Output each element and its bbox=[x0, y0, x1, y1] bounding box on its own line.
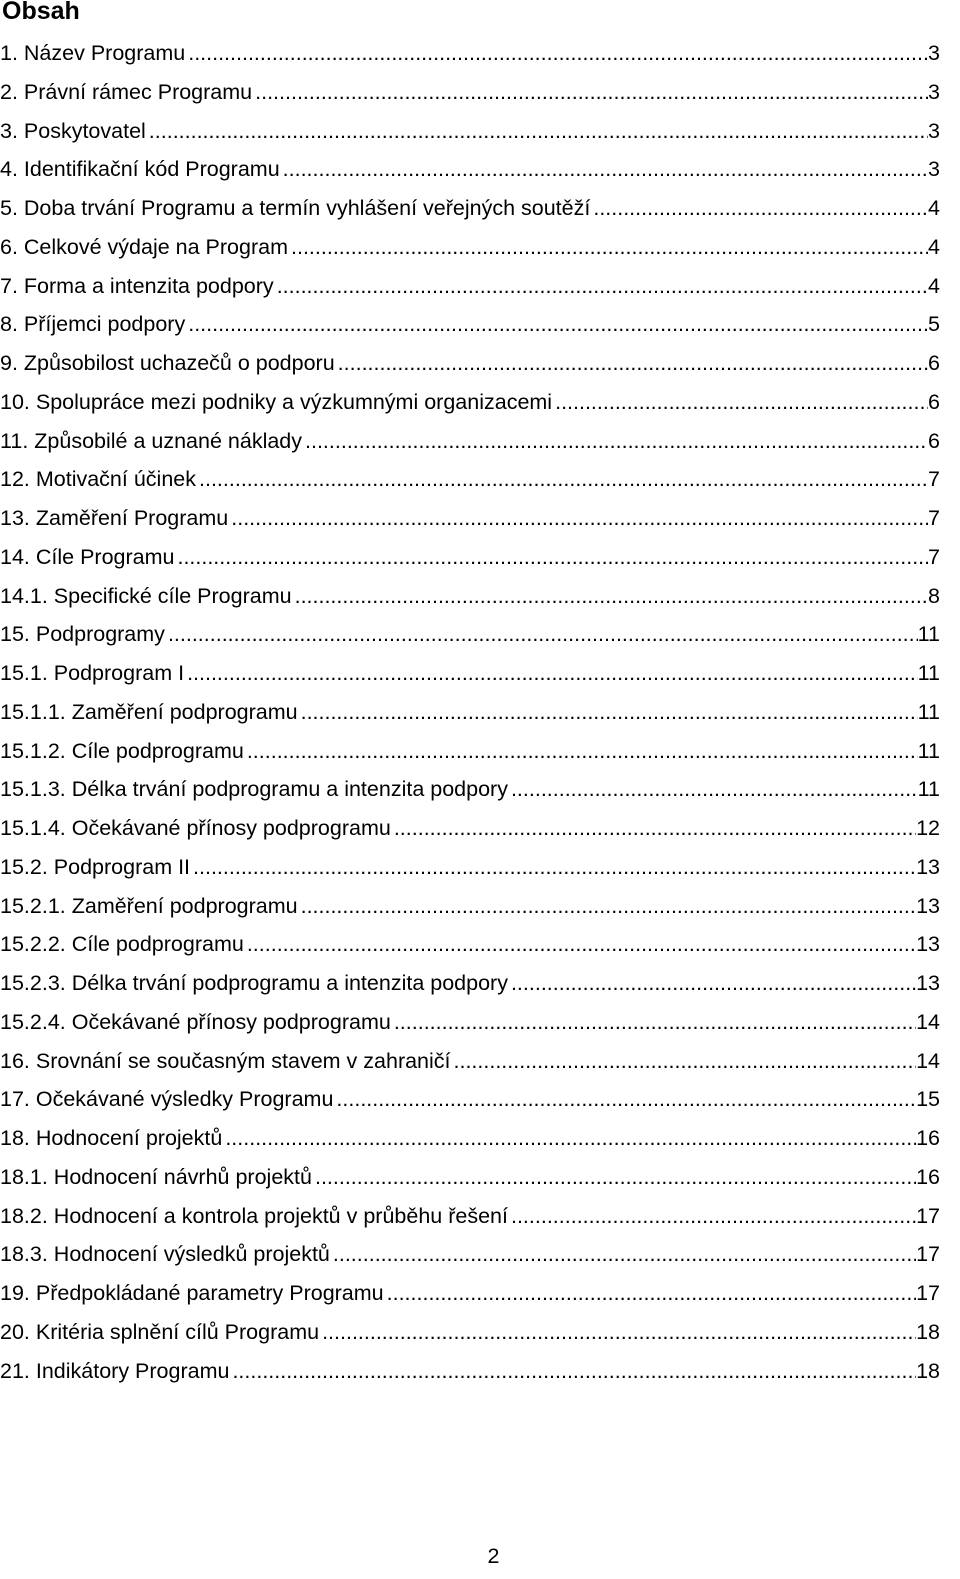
toc-dot-leader bbox=[322, 1313, 916, 1352]
toc-entry-page: 8 bbox=[928, 583, 940, 608]
toc-dot-leader bbox=[177, 538, 928, 577]
toc-entry-title: 8. Příjemci podpory bbox=[0, 312, 186, 337]
page-number: 2 bbox=[487, 1544, 500, 1568]
toc-entry[interactable] bbox=[0, 34, 940, 73]
toc-entry-page: 14 bbox=[916, 1048, 940, 1073]
toc-entry-title: 21. Indikátory Programu bbox=[0, 1358, 230, 1383]
toc-entry[interactable] bbox=[0, 964, 940, 1003]
toc-entry-page: 6 bbox=[928, 351, 940, 375]
toc-entry-page: 16 bbox=[916, 1164, 940, 1189]
toc-entry[interactable] bbox=[0, 538, 940, 577]
toc-dot-leader bbox=[333, 1235, 916, 1274]
toc-entry-title: 4. Identifikační kód Programu bbox=[0, 157, 280, 182]
toc-dot-leader bbox=[305, 422, 928, 461]
toc-entry-title: 15.1.3. Délka trvání podprogramu a intenzita podpory bbox=[0, 777, 508, 802]
toc-heading: Obsah bbox=[2, 0, 80, 25]
toc-entry-page: 14 bbox=[916, 1009, 940, 1034]
toc-entry[interactable] bbox=[0, 1158, 940, 1197]
toc-entry-page: 11 bbox=[917, 661, 940, 685]
toc-entry-page: 18 bbox=[916, 1319, 940, 1344]
toc-entry[interactable] bbox=[0, 615, 940, 654]
toc-dot-leader bbox=[231, 499, 928, 538]
toc-entry[interactable] bbox=[0, 925, 940, 964]
toc-dot-leader bbox=[315, 1158, 916, 1197]
toc-entry-page: 13 bbox=[916, 854, 940, 879]
toc-entry-title: 15.1.1. Zaměření podprogramu bbox=[0, 699, 298, 724]
toc-entry-title: 15.2.3. Délka trvání podprogramu a intenzita podpory bbox=[0, 971, 508, 995]
toc-entry-page: 13 bbox=[916, 932, 940, 957]
toc-entry-page: 5 bbox=[928, 312, 940, 337]
toc-entry-title: 14. Cíle Programu bbox=[0, 544, 175, 569]
toc-dot-leader bbox=[454, 1042, 917, 1081]
toc-dot-leader bbox=[247, 732, 918, 771]
toc-entry[interactable] bbox=[0, 499, 940, 538]
toc-entry-page: 17 bbox=[916, 1203, 940, 1228]
toc-entry-page: 17 bbox=[916, 1281, 940, 1305]
toc-entry-title: 18.1. Hodnocení návrhů projektů bbox=[0, 1164, 312, 1189]
toc-entry-page: 13 bbox=[916, 971, 940, 995]
toc-dot-leader bbox=[168, 615, 918, 654]
toc-dot-leader bbox=[255, 73, 928, 112]
toc-entry[interactable] bbox=[0, 150, 940, 189]
toc-entry-title: 18. Hodnocení projektů bbox=[0, 1126, 223, 1150]
toc-entry-page: 13 bbox=[916, 893, 940, 918]
toc-entry[interactable] bbox=[0, 1352, 940, 1391]
toc-entry[interactable] bbox=[0, 654, 940, 693]
toc-entry[interactable] bbox=[0, 732, 940, 771]
toc-entry[interactable] bbox=[0, 577, 940, 616]
toc-entry-page: 11 bbox=[917, 738, 940, 763]
toc-dot-leader bbox=[283, 150, 928, 189]
toc-entry-title: 19. Předpokládané parametry Programu bbox=[0, 1281, 384, 1305]
toc-entry-page: 11 bbox=[917, 622, 940, 647]
toc-dot-leader bbox=[193, 848, 916, 887]
toc-entry-page: 11 bbox=[917, 699, 940, 724]
toc-entry-title: 11. Způsobilé a uznané náklady bbox=[0, 428, 303, 453]
toc-entry-title: 7. Forma a intenzita podpory bbox=[0, 273, 274, 298]
toc-entry[interactable] bbox=[0, 1003, 940, 1042]
toc-dot-leader bbox=[511, 964, 916, 1003]
toc-entry-page: 4 bbox=[928, 196, 940, 220]
toc-entry[interactable] bbox=[0, 1197, 940, 1236]
toc-dot-leader bbox=[149, 112, 928, 151]
toc-entry[interactable] bbox=[0, 1080, 940, 1119]
toc-entry-title: 18.3. Hodnocení výsledků projektů bbox=[0, 1242, 330, 1267]
toc-entry[interactable] bbox=[0, 422, 940, 461]
toc-dot-leader bbox=[247, 925, 916, 964]
toc-dot-leader bbox=[511, 1197, 916, 1236]
toc-entry[interactable] bbox=[0, 1313, 940, 1352]
toc-entry-page: 12 bbox=[916, 816, 940, 840]
toc-entry-title: 14.1. Specifické cíle Programu bbox=[0, 583, 292, 608]
toc-entry-page: 4 bbox=[928, 234, 940, 259]
toc-entry[interactable] bbox=[0, 112, 940, 151]
toc-entry-page: 17 bbox=[916, 1242, 940, 1267]
toc-dot-leader bbox=[555, 383, 928, 422]
toc-dot-leader bbox=[387, 1274, 916, 1313]
toc-dot-leader bbox=[277, 267, 928, 306]
toc-entry-page: 7 bbox=[928, 506, 940, 530]
toc-dot-leader bbox=[593, 189, 928, 228]
toc-dot-leader bbox=[394, 1003, 916, 1042]
toc-entry-title: 18.2. Hodnocení a kontrola projektů v průběhu řešení bbox=[0, 1203, 508, 1228]
toc-entry-title: 15.2.4. Očekávané přínosy podprogramu bbox=[0, 1009, 391, 1034]
toc-entry-title: 12. Motivační účinek bbox=[0, 467, 196, 492]
toc-dot-leader bbox=[291, 228, 928, 267]
toc-entry[interactable] bbox=[0, 693, 940, 732]
toc-entry-title: 3. Poskytovatel bbox=[0, 118, 146, 143]
toc-entry-title: 20. Kritéria splnění cílů Programu bbox=[0, 1319, 320, 1344]
toc-entry[interactable] bbox=[0, 228, 940, 267]
toc-entry[interactable] bbox=[0, 809, 940, 848]
toc-entry[interactable] bbox=[0, 770, 940, 809]
toc-entry-page: 3 bbox=[928, 118, 940, 143]
toc-entry-title: 9. Způsobilost uchazečů o podporu bbox=[0, 351, 335, 375]
toc-entry-page: 7 bbox=[928, 467, 940, 492]
toc-entry-page: 3 bbox=[928, 157, 940, 182]
toc-dot-leader bbox=[187, 654, 918, 693]
toc-dot-leader bbox=[394, 809, 916, 848]
toc-entry-title: 10. Spolupráce mezi podniky a výzkumnými organizacemi bbox=[0, 389, 553, 414]
toc-entry-title: 15.1.2. Cíle podprogramu bbox=[0, 738, 244, 763]
toc-dot-leader bbox=[295, 577, 928, 616]
toc-entry-title: 15.2. Podprogram II bbox=[0, 854, 191, 879]
toc-entry-title: 13. Zaměření Programu bbox=[0, 506, 229, 530]
toc-entry-page: 11 bbox=[917, 777, 940, 802]
toc-entry-page: 6 bbox=[928, 428, 940, 453]
toc-entry-title: 17. Očekávané výsledky Programu bbox=[0, 1087, 334, 1112]
toc-entry[interactable] bbox=[0, 383, 940, 422]
toc-entry-title: 15. Podprogramy bbox=[0, 622, 165, 647]
toc-dot-leader bbox=[225, 1119, 916, 1158]
toc-entry-title: 15.2.2. Cíle podprogramu bbox=[0, 932, 244, 957]
toc-entry-page: 16 bbox=[916, 1126, 940, 1150]
toc-dot-leader bbox=[232, 1352, 916, 1391]
toc-entry[interactable] bbox=[0, 1274, 940, 1313]
toc-entry-page: 6 bbox=[928, 389, 940, 414]
toc-entry-page: 4 bbox=[928, 273, 940, 298]
toc-dot-leader bbox=[188, 34, 928, 73]
toc-entry-title: 15.2.1. Zaměření podprogramu bbox=[0, 893, 298, 918]
toc-entry[interactable] bbox=[0, 305, 940, 344]
toc-entry-page: 15 bbox=[916, 1087, 940, 1112]
toc-dot-leader bbox=[301, 693, 918, 732]
toc-entry[interactable] bbox=[0, 189, 940, 228]
toc-entry[interactable] bbox=[0, 73, 940, 112]
toc-entry-title: 16. Srovnání se současným stavem v zahraničí bbox=[0, 1048, 451, 1073]
table-of-contents bbox=[0, 34, 940, 1390]
toc-dot-leader bbox=[188, 305, 928, 344]
toc-entry-page: 3 bbox=[928, 41, 940, 65]
toc-entry-title: 1. Název Programu bbox=[0, 41, 186, 65]
toc-entry[interactable] bbox=[0, 1042, 940, 1081]
toc-entry-page: 7 bbox=[928, 544, 940, 569]
toc-entry[interactable] bbox=[0, 344, 940, 383]
toc-dot-leader bbox=[336, 1080, 916, 1119]
toc-entry[interactable] bbox=[0, 267, 940, 306]
toc-dot-leader bbox=[301, 887, 916, 926]
toc-entry-page: 18 bbox=[916, 1358, 940, 1383]
toc-entry-title: 15.1. Podprogram I bbox=[0, 661, 185, 685]
toc-dot-leader bbox=[338, 344, 928, 383]
toc-entry-page: 3 bbox=[928, 79, 940, 104]
toc-entry-title: 5. Doba trvání Programu a termín vyhlášení veřejných soutěží bbox=[0, 196, 591, 220]
toc-entry[interactable] bbox=[0, 1119, 940, 1158]
toc-entry[interactable] bbox=[0, 887, 940, 926]
toc-entry[interactable] bbox=[0, 1235, 940, 1274]
toc-entry[interactable] bbox=[0, 460, 940, 499]
toc-entry-title: 15.1.4. Očekávané přínosy podprogramu bbox=[0, 816, 391, 840]
toc-entry-title: 6. Celkové výdaje na Program bbox=[0, 234, 289, 259]
toc-entry-title: 2. Právní rámec Programu bbox=[0, 79, 253, 104]
toc-entry[interactable] bbox=[0, 848, 940, 887]
toc-dot-leader bbox=[199, 460, 928, 499]
toc-dot-leader bbox=[511, 770, 918, 809]
